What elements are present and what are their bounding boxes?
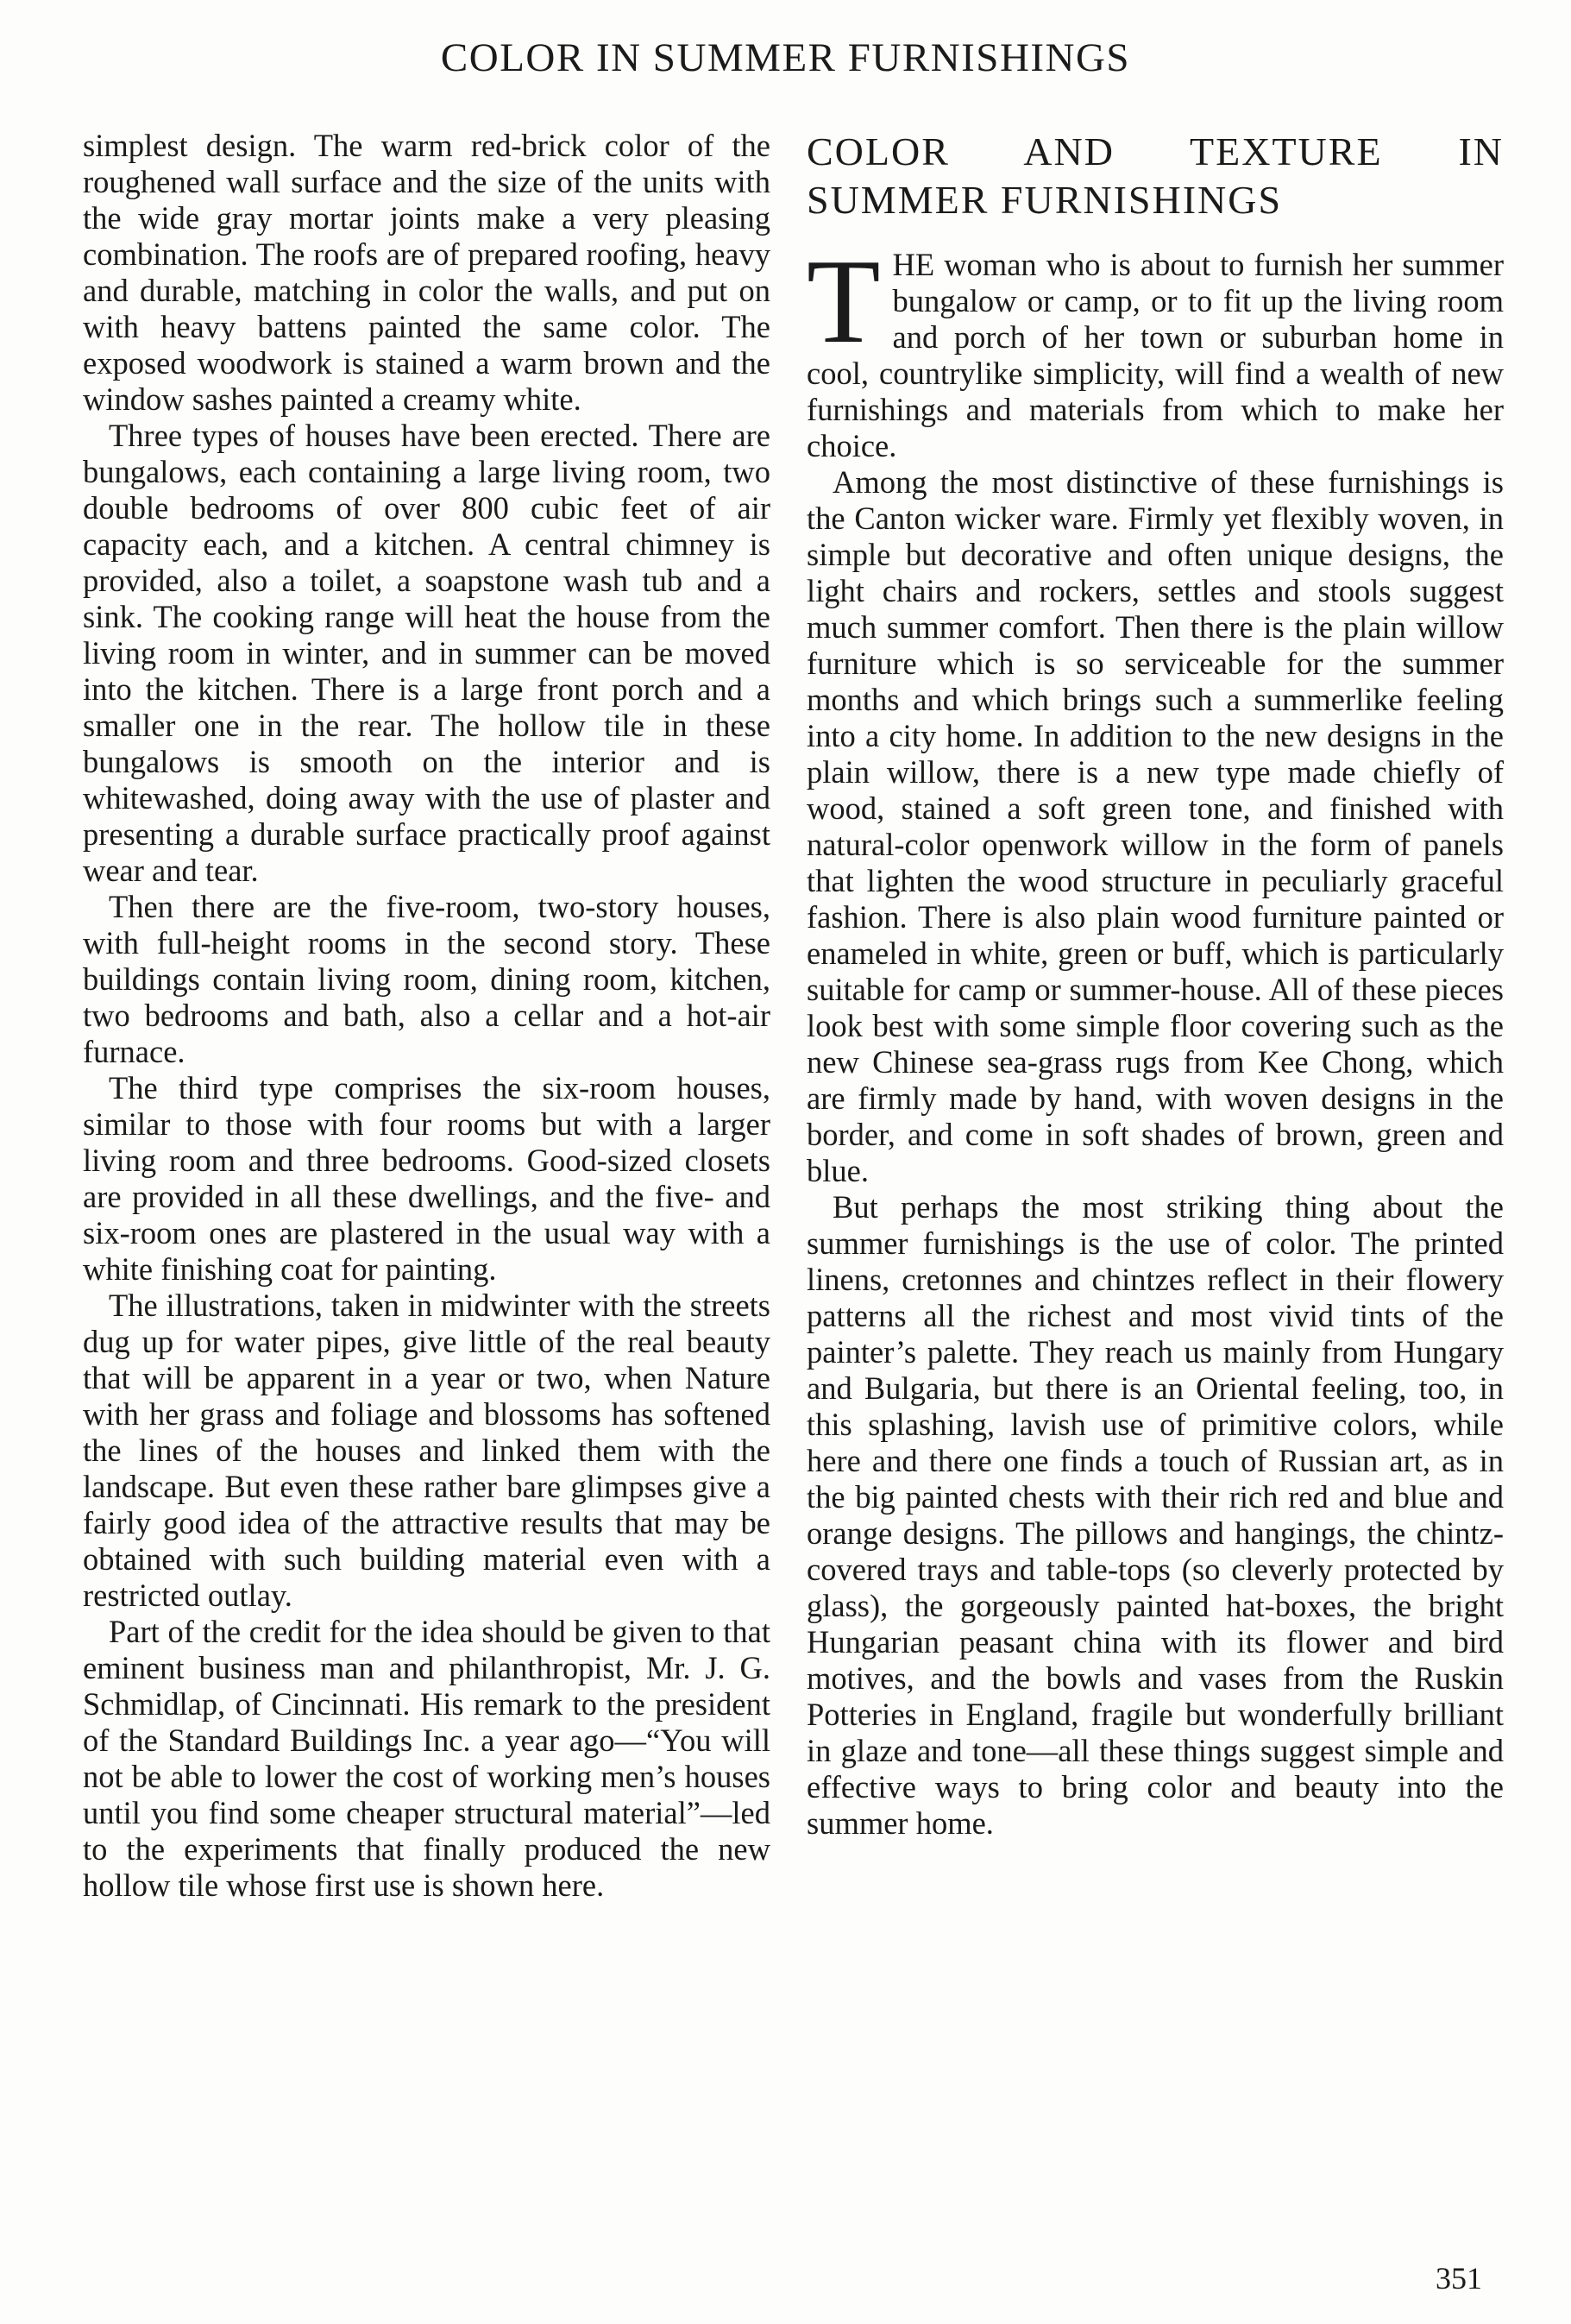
paragraph: Among the most distinctive of these furnishings is the Canton wicker ware. Firmly yet flexibly woven, in simple but decorative and often unique designs, the light chairs and rockers, settles and stools suggest much summer comfort. Then there is the plain willow furniture which is so serviceable for the summer months and which brings such a summerlike feeling into a city home. In addition to the new designs in the plain willow, there is a new type made chiefly of wood, stained a soft green tone, and finished with natural-color openwork willow in the form of panels that lighten the wood structure in peculiarly graceful fashion. There is also plain wood furniture painted or enameled in white, green or buff, which is particularly suitable for camp or summer-house. All of these pieces look best with some simple floor covering such as the new Chinese sea-grass rugs from Kee Chong, which are firmly made by hand, with woven designs in the border, and come in soft shades of brown, green and blue.: [807, 464, 1504, 1188]
page-number: 351: [1436, 2261, 1482, 2296]
lead-text: HE woman who is about to furnish her summer bungalow or camp, or to fit up the living room and porch of her town or suburban home in cool, countrylike simplicity, will find a wealth of new furnishings and materials from which to make her choice.: [807, 247, 1504, 463]
paragraph: But perhaps the most striking thing about the summer furnishings is the use of color. The printed linens, cretonnes and chintzes reflect in their flowery patterns all the richest and most vivid tints of the painter’s palette. They reach us mainly from Hungary and Bulgaria, but there is an Oriental feeling, too, in this splashing, lavish use of primitive colors, while here and there one finds a touch of Russian art, as in the big painted chests with their rich red and blue and orange designs. The pillows and hangings, the chintz-covered trays and table-tops (so cleverly protected by glass), the gorgeously painted hat-boxes, the bright Hungarian peasant china with its flower and bird motives, and the bowls and vases from the Ruskin Potteries in England, fragile but wonderfully brilliant in glaze and tone—all these things suggest simple and effective ways to bring color and beauty into the summer home.: [807, 1189, 1504, 1841]
left-column: [83, 128, 770, 1904]
right-column: [807, 128, 1504, 1842]
paragraph: Part of the credit for the idea should be given to that eminent business man and philanthropist, Mr. J. G. Schmidlap, of Cincinnati. His remark to the president of the Standard Buildings Inc. a year ago—“You will not be able to lower the cost of working men’s houses until you find some cheaper structural material”—led to the experiments that finally produced the new hollow tile whose first use is shown here.: [83, 1614, 770, 1903]
lead-paragraph: [807, 235, 1504, 464]
paragraph: The illustrations, taken in midwinter with the streets dug up for water pipes, give little of the real beauty that will be apparent in a year or two, when Nature with her grass and foliage and blossoms has softened the lines of the houses and linked them with the landscape. But even these rather bare glimpses give a fairly good idea of the attractive results that may be obtained with such building material even with a restricted outlay.: [83, 1288, 770, 1613]
paragraph-continued: simplest design. The warm red-brick color of the roughened wall surface and the size of the units with the wide gray mortar joints make a very pleasing combination. The roofs are of prepared roofing, heavy and durable, matching in color the walls, and put on with heavy battens painted the same color. The exposed woodwork is stained a warm brown and the window sashes painted a creamy white.: [83, 128, 770, 417]
paragraph: Three types of houses have been erected. There are bungalows, each containing a large living room, two double bedrooms of over 800 cubic feet of air capacity each, and a kitchen. A central chimney is provided, also a toilet, a soapstone wash tub and a sink. The cooking range will heat the house from the living room in winter, and in summer can be moved into the kitchen. There is a large front porch and a smaller one in the rear. The hollow tile in these bungalows is smooth on the interior and is whitewashed, doing away with the use of plaster and presenting a durable surface practically proof against wear and tear.: [83, 418, 770, 888]
article-title: COLOR AND TEXTURE IN SUMMER FURNISHINGS: [807, 129, 1504, 222]
running-head: COLOR IN SUMMER FURNISHINGS: [440, 35, 1131, 80]
drop-cap: T: [807, 235, 881, 368]
paragraph: The third type comprises the six-room houses, similar to those with four rooms but with a larger living room and three bedrooms. Good-sized closets are provided in all these dwellings, and the five- and six-room ones are plastered in the usual way with a white finishing coat for painting.: [83, 1070, 770, 1287]
paragraph: Then there are the five-room, two-story houses, with full-height rooms in the second story. These buildings contain living room, dining room, kitchen, two bedrooms and bath, also a cellar and a hot-air furnace.: [83, 889, 770, 1069]
